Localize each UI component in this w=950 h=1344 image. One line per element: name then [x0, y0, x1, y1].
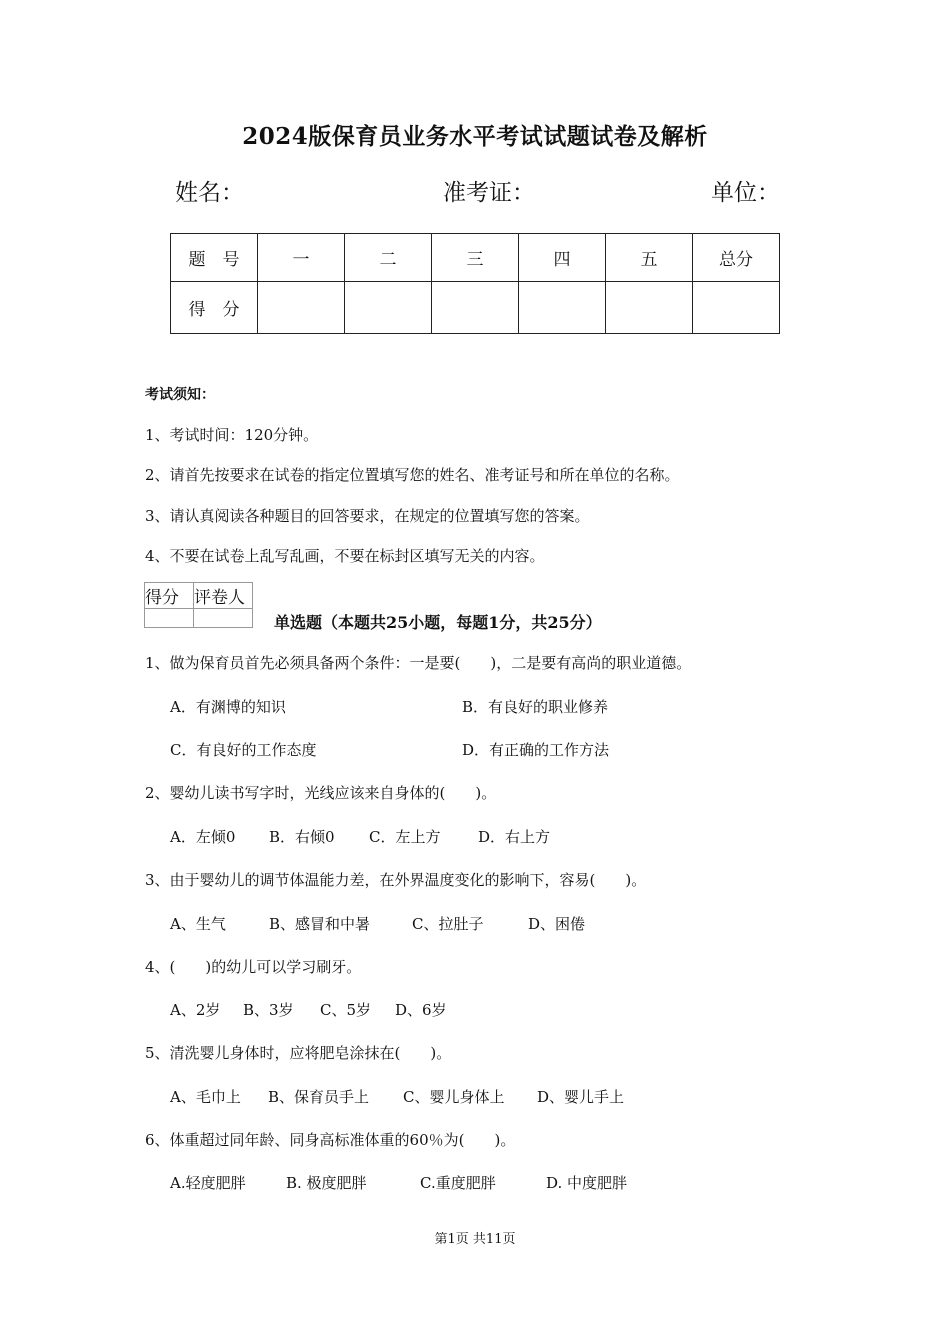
- question-6-option-a: A.轻度肥胖: [170, 1174, 246, 1192]
- question-1-option-c: C．有良好的工作态度: [170, 741, 317, 759]
- score-table-col-4: 四: [519, 234, 606, 282]
- question-4-option-a: A、2岁: [170, 1001, 221, 1019]
- question-2-option-c: C．左上方: [369, 828, 441, 846]
- question-6: 6、体重超过同年龄、同身高标准体重的60％为( )。: [145, 1131, 516, 1149]
- score-table-col-3: 三: [432, 234, 519, 282]
- page-footer: 第1页 共11页: [434, 1232, 516, 1247]
- score-table-col-total: 总分: [693, 234, 780, 282]
- score-cell-2[interactable]: [345, 282, 432, 334]
- score-cell-5[interactable]: [606, 282, 693, 334]
- question-5: 5、清洗婴儿身体时，应将肥皂涂抹在( )。: [145, 1044, 452, 1062]
- score-table-score-row: [171, 282, 780, 334]
- question-3-option-a: A、生气: [170, 915, 226, 933]
- name-field-label: 姓名：: [175, 180, 244, 206]
- question-6-option-b: B. 极度肥胖: [286, 1174, 367, 1192]
- exam-id-field-label: 准考证：: [443, 180, 535, 206]
- grader-name-cell[interactable]: [194, 609, 253, 628]
- score-cell-4[interactable]: [519, 282, 606, 334]
- question-1-option-a: A．有渊博的知识: [170, 698, 286, 716]
- question-4: 4、( )的幼儿可以学习刷牙。: [145, 958, 362, 976]
- question-6-option-d: D. 中度肥胖: [546, 1174, 628, 1192]
- question-2-option-a: A．左倾0: [170, 828, 236, 846]
- score-table-label-question-no: 题 号: [171, 234, 258, 282]
- question-4-option-b: B、3岁: [243, 1001, 294, 1019]
- grader-box: [144, 582, 253, 628]
- question-1-option-b: B．有良好的职业修养: [462, 698, 609, 716]
- score-table-col-1: 一: [258, 234, 345, 282]
- score-cell-1[interactable]: [258, 282, 345, 334]
- question-1-option-d: D．有正确的工作方法: [462, 741, 610, 759]
- question-5-option-d: D、婴儿手上: [537, 1088, 625, 1106]
- score-table-header-row: [171, 234, 780, 282]
- question-5-option-a: A、毛巾上: [170, 1088, 241, 1106]
- question-4-option-d: D、6岁: [395, 1001, 447, 1019]
- question-2-option-d: D．右上方: [478, 828, 551, 846]
- notice-heading: 考试须知：: [145, 387, 215, 403]
- question-3-option-c: C、拉肚子: [412, 915, 484, 933]
- question-1: 1、做为保育员首先必须具备两个条件：一是要( )，二是要有高尚的职业道德。: [145, 654, 692, 672]
- grader-score-cell[interactable]: [145, 609, 194, 628]
- question-4-option-c: C、5岁: [320, 1001, 372, 1019]
- question-5-option-b: B、保育员手上: [268, 1088, 370, 1106]
- question-6-option-c: C.重度肥胖: [420, 1174, 496, 1192]
- question-5-option-c: C、婴儿身体上: [403, 1088, 505, 1106]
- score-table: [170, 233, 780, 334]
- score-table-col-2: 二: [345, 234, 432, 282]
- grader-score-label: 得分: [145, 583, 194, 609]
- question-3-option-b: B、感冒和中暑: [269, 915, 371, 933]
- section-title: 单选题（本题共25小题，每题1分，共25分）: [274, 613, 602, 632]
- notice-item: 4、不要在试卷上乱写乱画，不要在标封区填写无关的内容。: [145, 547, 545, 565]
- grader-name-label: 评卷人: [194, 583, 253, 609]
- question-3: 3、由于婴幼儿的调节体温能力差，在外界温度变化的影响下，容易( )。: [145, 871, 647, 889]
- document-title: 2024版保育员业务水平考试试题试卷及解析: [242, 123, 708, 150]
- notice-item: 2、请首先按要求在试卷的指定位置填写您的姓名、准考证号和所在单位的名称。: [145, 466, 680, 484]
- unit-field-label: 单位：: [711, 180, 780, 206]
- question-2-option-b: B．右倾0: [269, 828, 335, 846]
- notice-item: 1、考试时间：120分钟。: [145, 426, 319, 444]
- question-2: 2、婴幼儿读书写字时，光线应该来自身体的( )。: [145, 784, 497, 802]
- score-cell-total[interactable]: [693, 282, 780, 334]
- score-table-col-5: 五: [606, 234, 693, 282]
- question-3-option-d: D、困倦: [528, 915, 586, 933]
- score-cell-3[interactable]: [432, 282, 519, 334]
- score-table-label-score: 得 分: [171, 282, 258, 334]
- notice-item: 3、请认真阅读各种题目的回答要求，在规定的位置填写您的答案。: [145, 507, 590, 525]
